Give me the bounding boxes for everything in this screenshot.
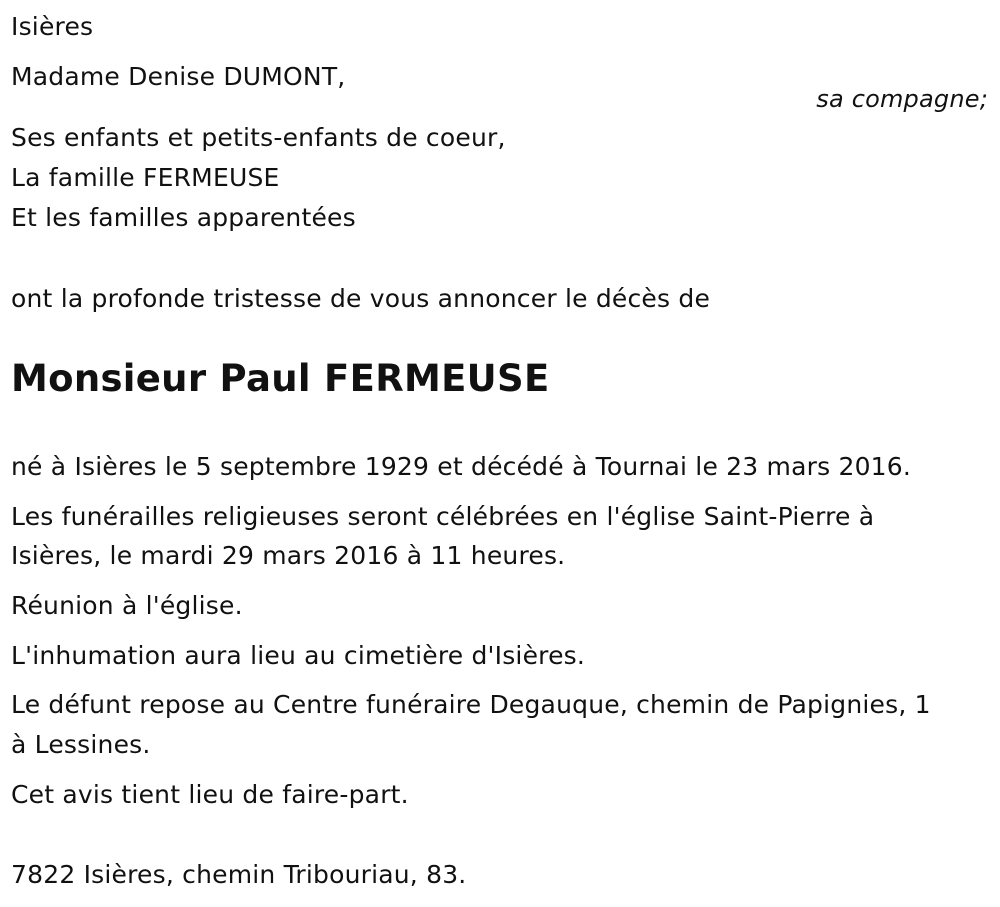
deceased-name: Monsieur Paul FERMEUSE (11, 357, 550, 400)
burial-text: L'inhumation aura lieu au cimetière d'Isières. (11, 641, 586, 670)
repose-text: Le défunt repose au Centre funéraire Degauque, chemin de Papignies, 1 (11, 690, 931, 719)
partner-role: sa compagne; (816, 85, 988, 113)
meeting-text: Réunion à l'église. (11, 591, 243, 620)
repose-text: à Lessines. (11, 730, 151, 759)
funeral-text: Les funérailles religieuses seront célébrées en l'église Saint-Pierre à (11, 502, 875, 531)
funeral-text: Isières, le mardi 29 mars 2016 à 11 heures. (11, 541, 566, 570)
announcement-text: ont la profonde tristesse de vous annoncer le décès de (11, 284, 711, 313)
town-heading: Isières (11, 12, 94, 41)
family-address: 7822 Isières, chemin Tribouriau, 83. (11, 860, 467, 889)
family-line: Ses enfants et petits-enfants de coeur, (11, 123, 506, 152)
family-line: La famille FERMEUSE (11, 163, 280, 192)
birth-death-text: né à Isières le 5 septembre 1929 et décédé à Tournai le 23 mars 2016. (11, 452, 912, 481)
notice-note: Cet avis tient lieu de faire-part. (11, 780, 409, 809)
family-line: Et les familles apparentées (11, 203, 356, 232)
partner-name: Madame Denise DUMONT, (11, 62, 346, 91)
